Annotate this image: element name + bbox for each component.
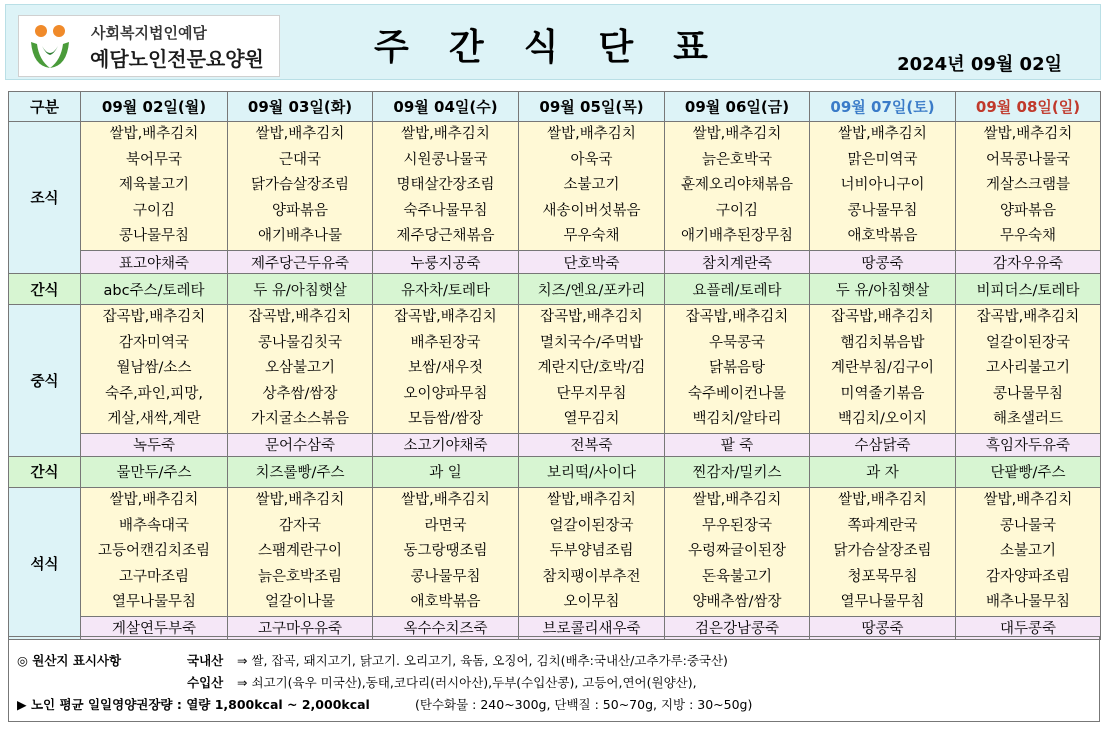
snack-cell: abc주스/토레타 bbox=[81, 274, 228, 305]
porridge-cell: 고구마우유죽 bbox=[228, 616, 373, 639]
org-subtitle: 사회복지법인예담 bbox=[91, 24, 207, 42]
dish-item: 쌀밥,배추김치 bbox=[983, 491, 1073, 508]
snack-cell: 과 일 bbox=[373, 456, 519, 487]
import-text: ⇒ 쇠고기(육우 미국산),동태,코다리(러시아산),두부(수입산콩), 고등어,연어(원양산), bbox=[237, 675, 697, 690]
dish-item: 무우숙채 bbox=[563, 228, 620, 245]
dinner-cell bbox=[665, 487, 810, 616]
porridge-cell: 옥수수치즈죽 bbox=[373, 616, 519, 639]
snack-cell: 비피더스/토레타 bbox=[956, 274, 1101, 305]
porridge-cell: 누룽지공죽 bbox=[373, 251, 519, 274]
dish-item: 명태살간장조림 bbox=[396, 177, 495, 194]
snack-cell: 단팥빵/주스 bbox=[956, 456, 1101, 487]
porridge-cell: 땅콩죽 bbox=[810, 251, 956, 274]
dish-item: 열무나물무침 bbox=[840, 594, 925, 611]
dish-item: 햄김치볶음밥 bbox=[840, 334, 925, 351]
page-title: 주간식단표 bbox=[374, 27, 748, 68]
dinner-cell bbox=[956, 487, 1101, 616]
porridge-cell: 팥 죽 bbox=[665, 433, 810, 456]
dish-item: 쌀밥,배추김치 bbox=[109, 491, 199, 508]
dish-item: 가지굴소스볶음 bbox=[250, 411, 350, 428]
dish-item: 숙주베이컨나물 bbox=[687, 385, 787, 402]
dish-item: 우렁짜글이된장 bbox=[687, 543, 787, 560]
dish-item: 우묵콩국 bbox=[708, 334, 766, 351]
day-header: 09월 03일(화) bbox=[228, 92, 373, 122]
dish-item: 해초샐러드 bbox=[992, 411, 1064, 428]
porridge-cell: 감자우유죽 bbox=[956, 251, 1101, 274]
dish-item: 감자양파조림 bbox=[985, 568, 1071, 585]
dish-item: 콩나물김칫국 bbox=[257, 334, 343, 351]
dish-item: 청포묵무침 bbox=[847, 568, 918, 585]
dish-item: 너비아니구이 bbox=[840, 177, 925, 194]
breakfast-cell bbox=[373, 122, 519, 251]
dish-item: 콩나물무침 bbox=[992, 385, 1064, 402]
dish-item: 아욱국 bbox=[570, 151, 613, 168]
breakfast-cell bbox=[956, 122, 1101, 251]
dish-item: 숙주,파인,피망, bbox=[105, 385, 203, 402]
snack-cell: 요플레/토레타 bbox=[665, 274, 810, 305]
dish-item: 애기배추나물 bbox=[257, 228, 343, 245]
dish-item: 모듬쌈/쌈장 bbox=[408, 411, 483, 428]
dish-item: 무우된장국 bbox=[701, 517, 773, 534]
porridge-cell: 참치계란죽 bbox=[665, 251, 810, 274]
dish-item: 애기배추된장무침 bbox=[680, 228, 794, 245]
dish-item: 게살스크램블 bbox=[985, 177, 1071, 194]
domestic-text: ⇒ 쌀, 잡곡, 돼지고기, 닭고기. 오리고기, 육돔, 오징어, 김치(배추:국내산/고추가루:중국산) bbox=[237, 653, 728, 668]
dish-item: 멸치국수/주먹밥 bbox=[540, 334, 643, 351]
dish-item: 미역줄기볶음 bbox=[840, 385, 925, 402]
porridge-cell: 땅콩죽 bbox=[810, 616, 956, 639]
dish-item: 근대국 bbox=[278, 151, 322, 168]
dish-item: 오삼불고기 bbox=[264, 360, 336, 377]
dinner-cell bbox=[519, 487, 665, 616]
day-header-saturday: 09월 07일(토) bbox=[810, 92, 956, 122]
snack1-row bbox=[9, 274, 1101, 305]
porridge-cell: 흑임자두유죽 bbox=[956, 433, 1101, 456]
lunch-cell bbox=[519, 305, 665, 434]
day-header: 09월 06일(금) bbox=[665, 92, 810, 122]
dish-item: 백김치/오이지 bbox=[838, 411, 927, 428]
porridge-cell: 녹두죽 bbox=[81, 433, 228, 456]
dish-item: 닭가슴살장조림 bbox=[833, 543, 932, 560]
day-header: 09월 04일(수) bbox=[373, 92, 519, 122]
snack1-label: 간식 bbox=[9, 274, 81, 305]
porridge-cell: 문어수삼죽 bbox=[228, 433, 373, 456]
dish-item: 잡곡밥,배추김치 bbox=[976, 309, 1080, 325]
dish-item: 쌀밥,배추김치 bbox=[692, 491, 782, 508]
dish-item: 훈제오리야채볶음 bbox=[680, 177, 794, 194]
corner-label: 구분 bbox=[9, 92, 81, 122]
dish-item: 감자미역국 bbox=[118, 334, 190, 351]
lunch-cell bbox=[665, 305, 810, 434]
snack2-label: 간식 bbox=[9, 456, 81, 487]
dish-item: 월남쌈/소스 bbox=[116, 360, 192, 377]
dish-item: 얼갈이된장국 bbox=[549, 517, 634, 534]
dish-item: 상추쌈/쌈장 bbox=[262, 385, 338, 402]
dish-item: 잡곡밥,배추김치 bbox=[248, 309, 352, 325]
dish-item: 라면국 bbox=[424, 517, 467, 534]
dish-item: 콩나물무침 bbox=[118, 228, 190, 245]
breakfast-cell bbox=[81, 122, 228, 251]
dish-item: 맑은미역국 bbox=[847, 151, 918, 168]
dish-item: 쌀밥,배추김치 bbox=[255, 126, 345, 142]
dish-item: 쌀밥,배추김치 bbox=[838, 126, 927, 142]
dish-item: 오이양파무침 bbox=[403, 385, 488, 402]
logo-box bbox=[18, 15, 280, 77]
porridge-cell: 게살연두부죽 bbox=[81, 616, 228, 639]
lunch-cell bbox=[956, 305, 1101, 434]
dish-item: 배추된장국 bbox=[410, 334, 481, 351]
dish-item: 열무나물무침 bbox=[111, 594, 197, 611]
dinner-cell bbox=[228, 487, 373, 616]
import-label: 수입산 bbox=[187, 675, 224, 690]
domestic-label: 국내산 bbox=[187, 653, 224, 668]
dish-item: 고사리불고기 bbox=[985, 360, 1071, 377]
dish-item: 제육불고기 bbox=[118, 177, 190, 194]
dinner-row bbox=[9, 487, 1101, 616]
porridge-cell: 검은강남콩죽 bbox=[665, 616, 810, 639]
snack-cell: 과 자 bbox=[810, 456, 956, 487]
dish-item: 쌀밥,배추김치 bbox=[255, 491, 345, 508]
weekly-menu-table bbox=[8, 91, 1101, 640]
porridge-cell: 단호박죽 bbox=[519, 251, 665, 274]
snack-cell: 찐감자/밀키스 bbox=[665, 456, 810, 487]
dish-item: 닭볶음탕 bbox=[708, 360, 766, 377]
dish-item: 소불고기 bbox=[999, 543, 1057, 560]
dish-item: 고구마조림 bbox=[118, 568, 190, 585]
dinner-cell bbox=[810, 487, 956, 616]
snack-cell: 물만두/주스 bbox=[81, 456, 228, 487]
dish-item: 쌀밥,배추김치 bbox=[401, 126, 490, 142]
dish-item: 단무지무침 bbox=[556, 385, 627, 402]
porridge-cell: 표고야채죽 bbox=[81, 251, 228, 274]
day-header-sunday: 09월 08일(일) bbox=[956, 92, 1101, 122]
day-header-row bbox=[9, 92, 1101, 122]
dish-item: 양파볶음 bbox=[271, 202, 329, 219]
dish-item: 콩나물무침 bbox=[847, 202, 918, 219]
dish-item: 배추나물무침 bbox=[985, 594, 1071, 611]
dinner-cell bbox=[81, 487, 228, 616]
dish-item: 어묵콩나물국 bbox=[985, 151, 1071, 168]
snack-cell: 치즈/엔요/포카리 bbox=[519, 274, 665, 305]
dinner-label: 석식 bbox=[9, 487, 81, 639]
porridge-cell: 수삼닭죽 bbox=[810, 433, 956, 456]
dish-item: 고등어캔김치조림 bbox=[97, 543, 211, 560]
dish-item: 늙은호박조림 bbox=[257, 568, 343, 585]
dish-item: 잡곡밥,배추김치 bbox=[831, 309, 934, 325]
dish-item: 양파볶음 bbox=[999, 202, 1057, 219]
dish-item: 게살,새싹,계란 bbox=[107, 411, 201, 428]
dish-item: 콩나물무침 bbox=[410, 568, 481, 585]
org-name: 예담노인전문요양원 bbox=[90, 47, 264, 71]
dish-item: 쌀밥,배추김치 bbox=[547, 491, 636, 508]
menu-date: 2024년 09월 02일 bbox=[897, 54, 1062, 75]
dish-item: 참치팽이부추전 bbox=[542, 568, 641, 585]
snack-cell: 유자차/토레타 bbox=[373, 274, 519, 305]
breakfast-cell bbox=[665, 122, 810, 251]
dish-item: 얼갈이된장국 bbox=[985, 334, 1071, 351]
dish-item: 돈육불고기 bbox=[701, 568, 773, 585]
dish-item: 계란부침/김구이 bbox=[831, 360, 934, 377]
dish-item: 닭가슴살장조림 bbox=[250, 177, 350, 194]
dish-item: 시원콩나물국 bbox=[403, 151, 488, 168]
lunch-cell bbox=[81, 305, 228, 434]
dinner-cell bbox=[373, 487, 519, 616]
dish-item: 양배추쌈/쌈장 bbox=[692, 594, 782, 611]
dish-item: 잡곡밥,배추김치 bbox=[102, 309, 206, 325]
dish-item: 제주당근채볶음 bbox=[396, 228, 495, 245]
porridge-cell: 소고기야채죽 bbox=[373, 433, 519, 456]
lunch-cell bbox=[228, 305, 373, 434]
porridge-cell: 전복죽 bbox=[519, 433, 665, 456]
dish-item: 쌀밥,배추김치 bbox=[109, 126, 199, 142]
snack-cell: 보리떡/사이다 bbox=[519, 456, 665, 487]
day-header: 09월 02일(월) bbox=[81, 92, 228, 122]
snack-cell: 두 유/아침햇살 bbox=[228, 274, 373, 305]
dish-item: 쌀밥,배추김치 bbox=[983, 126, 1073, 142]
dish-item: 새송이버섯볶음 bbox=[542, 202, 641, 219]
breakfast-cell bbox=[519, 122, 665, 251]
dish-item: 쌀밥,배추김치 bbox=[692, 126, 782, 142]
dish-item: 잡곡밥,배추김치 bbox=[685, 309, 789, 325]
notes-box bbox=[8, 636, 1100, 722]
dish-item: 늙은호박국 bbox=[701, 151, 773, 168]
dish-item: 쌀밥,배추김치 bbox=[401, 491, 490, 508]
dish-item: 숙주나물무침 bbox=[403, 202, 488, 219]
lunch-label: 중식 bbox=[9, 305, 81, 457]
dish-item: 감자국 bbox=[278, 517, 322, 534]
dish-item: 얼갈이나물 bbox=[264, 594, 336, 611]
breakfast-cell bbox=[810, 122, 956, 251]
dish-item: 애호박볶음 bbox=[847, 228, 918, 245]
header-banner bbox=[5, 4, 1101, 80]
snack-cell: 치즈롤빵/주스 bbox=[228, 456, 373, 487]
porridge-cell: 대두콩죽 bbox=[956, 616, 1101, 639]
breakfast-porridge-row bbox=[9, 251, 1101, 274]
lunch-cell bbox=[810, 305, 956, 434]
dish-item: 소불고기 bbox=[563, 177, 620, 194]
dish-item: 구이김 bbox=[715, 202, 759, 219]
dish-item: 무우숙채 bbox=[999, 228, 1057, 245]
dish-item: 북어무국 bbox=[125, 151, 183, 168]
dish-item: 보쌈/새우젓 bbox=[408, 360, 483, 377]
nutrition-detail: (탄수화물 : 240~300g, 단백질 : 50~70g, 지방 : 30~50g) bbox=[415, 697, 753, 712]
porridge-cell: 브로콜리새우죽 bbox=[519, 616, 665, 639]
lunch-cell bbox=[373, 305, 519, 434]
dish-item: 잡곡밥,배추김치 bbox=[540, 309, 643, 325]
snack2-row bbox=[9, 456, 1101, 487]
dish-item: 두부양념조림 bbox=[549, 543, 634, 560]
logo-mark bbox=[25, 20, 79, 72]
dish-item: 콩나물국 bbox=[999, 517, 1057, 534]
dish-item: 쌀밥,배추김치 bbox=[838, 491, 927, 508]
snack-cell: 두 유/아침햇살 bbox=[810, 274, 956, 305]
dish-item: 구이김 bbox=[132, 202, 176, 219]
lunch-porridge-row bbox=[9, 433, 1101, 456]
lunch-row bbox=[9, 305, 1101, 434]
breakfast-row bbox=[9, 122, 1101, 251]
dish-item: 쪽파계란국 bbox=[847, 517, 918, 534]
dish-item: 잡곡밥,배추김치 bbox=[394, 309, 497, 325]
dish-item: 애호박볶음 bbox=[410, 594, 481, 611]
origin-title: ◎ 원산지 표시사항 bbox=[17, 653, 122, 668]
dish-item: 열무김치 bbox=[563, 411, 620, 428]
breakfast-cell bbox=[228, 122, 373, 251]
dish-item: 스팸계란구이 bbox=[257, 543, 343, 560]
porridge-cell: 제주당근두유죽 bbox=[228, 251, 373, 274]
dish-item: 동그랑땡조림 bbox=[403, 543, 488, 560]
dish-item: 배추속대국 bbox=[118, 517, 190, 534]
dish-item: 백김치/알타리 bbox=[692, 411, 782, 428]
breakfast-label: 조식 bbox=[9, 122, 81, 274]
nutrition-title: ▶ 노인 평균 일일영양권장량 : 열량 1,800kcal ~ 2,000kcal bbox=[17, 697, 370, 712]
dish-item: 오이무침 bbox=[563, 594, 620, 611]
dish-item: 쌀밥,배추김치 bbox=[547, 126, 636, 142]
dish-item: 계란지단/호박/김 bbox=[537, 360, 646, 377]
day-header: 09월 05일(목) bbox=[519, 92, 665, 122]
